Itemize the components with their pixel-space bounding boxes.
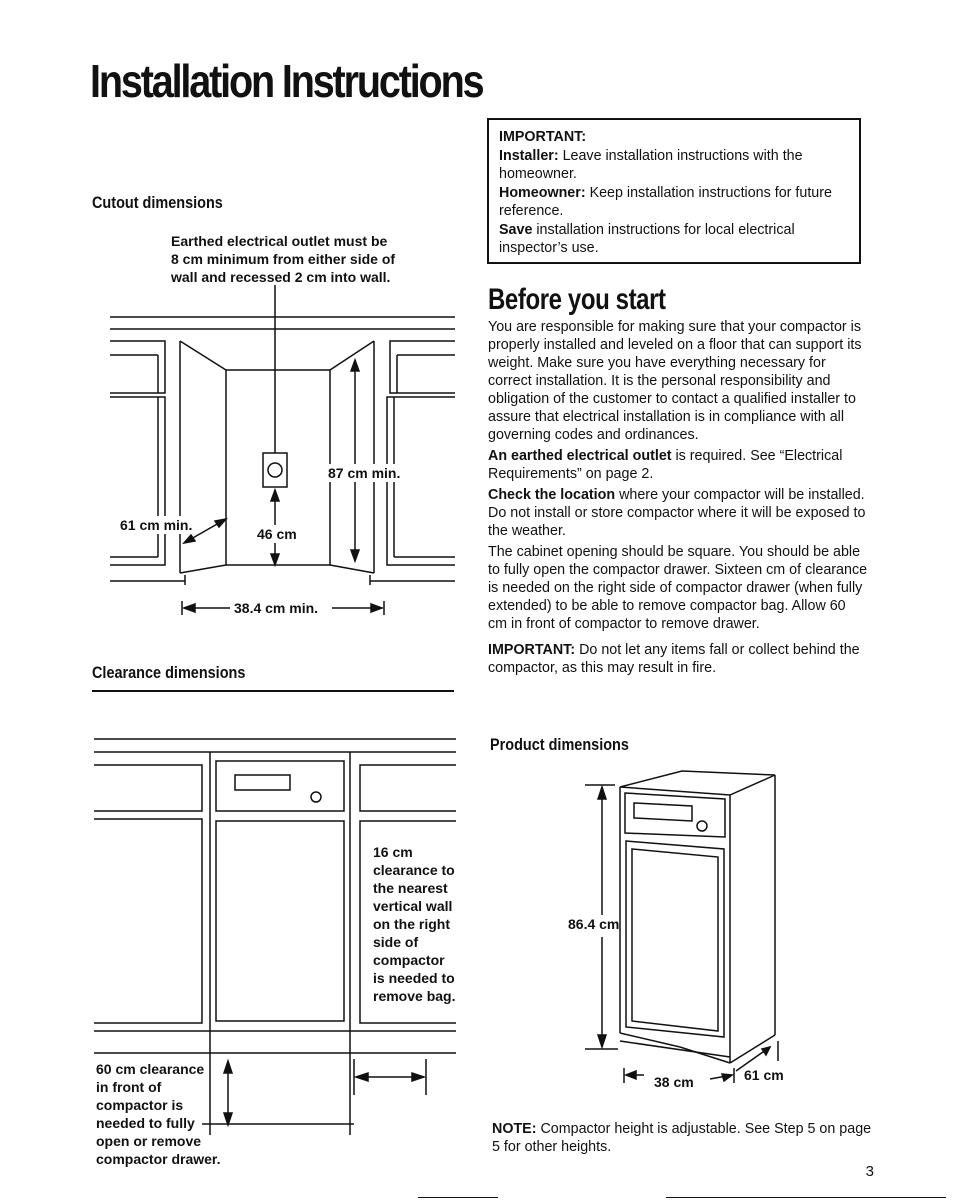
installer-text: Leave installation instructions with the homeowner. xyxy=(499,147,803,182)
side-clearance-note xyxy=(373,843,455,1005)
before-start-p2-text: is required. See “Electrical Requirements” on page 2. xyxy=(488,448,843,482)
product-depth-label: 61 cm xyxy=(744,1067,784,1083)
front-clearance-line-5: open or remove xyxy=(96,1133,202,1149)
side-clearance-line-8: is needed to xyxy=(373,970,455,986)
side-clearance-line-5: on the right xyxy=(373,916,450,932)
save-note xyxy=(499,221,849,258)
important-label: IMPORTANT: xyxy=(499,129,587,145)
side-clearance-line-4: vertical wall xyxy=(373,898,453,914)
product-width-label: 38 cm xyxy=(654,1074,694,1090)
side-clearance-line-3: the nearest xyxy=(373,880,448,896)
front-clearance-note xyxy=(96,1060,221,1168)
page-number: 3 xyxy=(865,1163,874,1180)
important-box xyxy=(487,118,861,264)
clearance-heading: Clearance dimensions xyxy=(92,663,246,682)
product-note-label: NOTE: xyxy=(492,1121,537,1137)
cutout-diagram xyxy=(100,285,460,625)
homeowner-label: Homeowner: xyxy=(499,184,586,201)
product-note xyxy=(492,1120,872,1156)
before-start-p3-bold: Check the location xyxy=(488,487,616,503)
installer-label: Installer: xyxy=(499,147,559,164)
before-start-p5-bold: IMPORTANT: xyxy=(488,642,576,658)
outlet-note-line-2: 8 cm minimum from either side of xyxy=(171,251,396,267)
product-heading: Product dimensions xyxy=(490,735,629,754)
before-start-body xyxy=(488,318,868,680)
save-text: installation instructions for local electrical inspector’s use. xyxy=(499,221,795,256)
before-start-p4: The cabinet opening should be square. You should be able to fully open the compactor drawer. Sixteen cm of clearance is needed on the right side of compactor drawer (when fully extended) to be able to remove compactor bag. Allow 60 cm in front of compactor to remove drawer. xyxy=(488,544,868,632)
outlet-note-line-1: Earthed electrical outlet must be xyxy=(171,233,388,249)
side-clearance-line-7: compactor xyxy=(373,952,445,968)
before-start-p3-text: where your compactor will be installed. Do not install or store compactor where it will be exposed to the weather. xyxy=(488,487,866,539)
cutout-heading: Cutout dimensions xyxy=(92,193,223,212)
product-note-text: Compactor height is adjustable. See Step 5 on page 5 for other heights. xyxy=(492,1121,872,1155)
before-start-p2-bold: An earthed electrical outlet xyxy=(488,448,672,464)
side-clearance-line-9: remove bag. xyxy=(373,988,456,1004)
page-title: Installation Instructions xyxy=(90,55,483,107)
homeowner-note xyxy=(499,184,849,221)
outlet-note xyxy=(171,232,395,286)
installer-note xyxy=(499,147,849,184)
before-start-p2 xyxy=(488,447,868,483)
side-clearance-line-1: 16 cm xyxy=(373,844,413,860)
bottom-rule-right xyxy=(666,1197,946,1198)
side-clearance-line-2: clearance to xyxy=(373,862,455,878)
before-start-heading: Before you start xyxy=(488,283,666,316)
front-clearance-line-2: in front of xyxy=(96,1079,162,1095)
clearance-rule xyxy=(92,690,454,692)
before-start-p5 xyxy=(488,641,868,677)
cutout-outlet-height-label: 46 cm xyxy=(257,526,297,542)
cutout-width-label: 38.4 cm min. xyxy=(234,600,319,616)
cutout-height-label: 87 cm min. xyxy=(328,465,401,481)
before-start-p1: You are responsible for making sure that your compactor is properly installed and leveled on a floor that can support its weight. Make sure you have everything necessary for correct installation. It is the personal responsibility and obligation of the customer to contact a qualified installer to assure that electrical installation is in compliance with all governing codes and ordinances. xyxy=(488,319,862,443)
outlet-note-line-3: wall and recessed 2 cm into wall. xyxy=(171,269,391,285)
save-label: Save xyxy=(499,221,533,238)
front-clearance-line-1: 60 cm clearance xyxy=(96,1061,205,1077)
front-clearance-line-4: needed to fully xyxy=(96,1115,195,1131)
side-clearance-line-6: side of xyxy=(373,934,419,950)
bottom-rule-left xyxy=(418,1197,498,1198)
product-height-label: 86.4 cm xyxy=(568,916,620,932)
front-clearance-line-3: compactor is xyxy=(96,1097,184,1113)
front-clearance-line-6: compactor drawer. xyxy=(96,1151,221,1167)
homeowner-text: Keep installation instructions for future reference. xyxy=(499,184,832,219)
before-start-p5-text: Do not let any items fall or collect behind the compactor, as this may result in fire. xyxy=(488,642,860,676)
cutout-depth-label: 61 cm min. xyxy=(120,517,193,533)
before-start-p3 xyxy=(488,486,868,540)
